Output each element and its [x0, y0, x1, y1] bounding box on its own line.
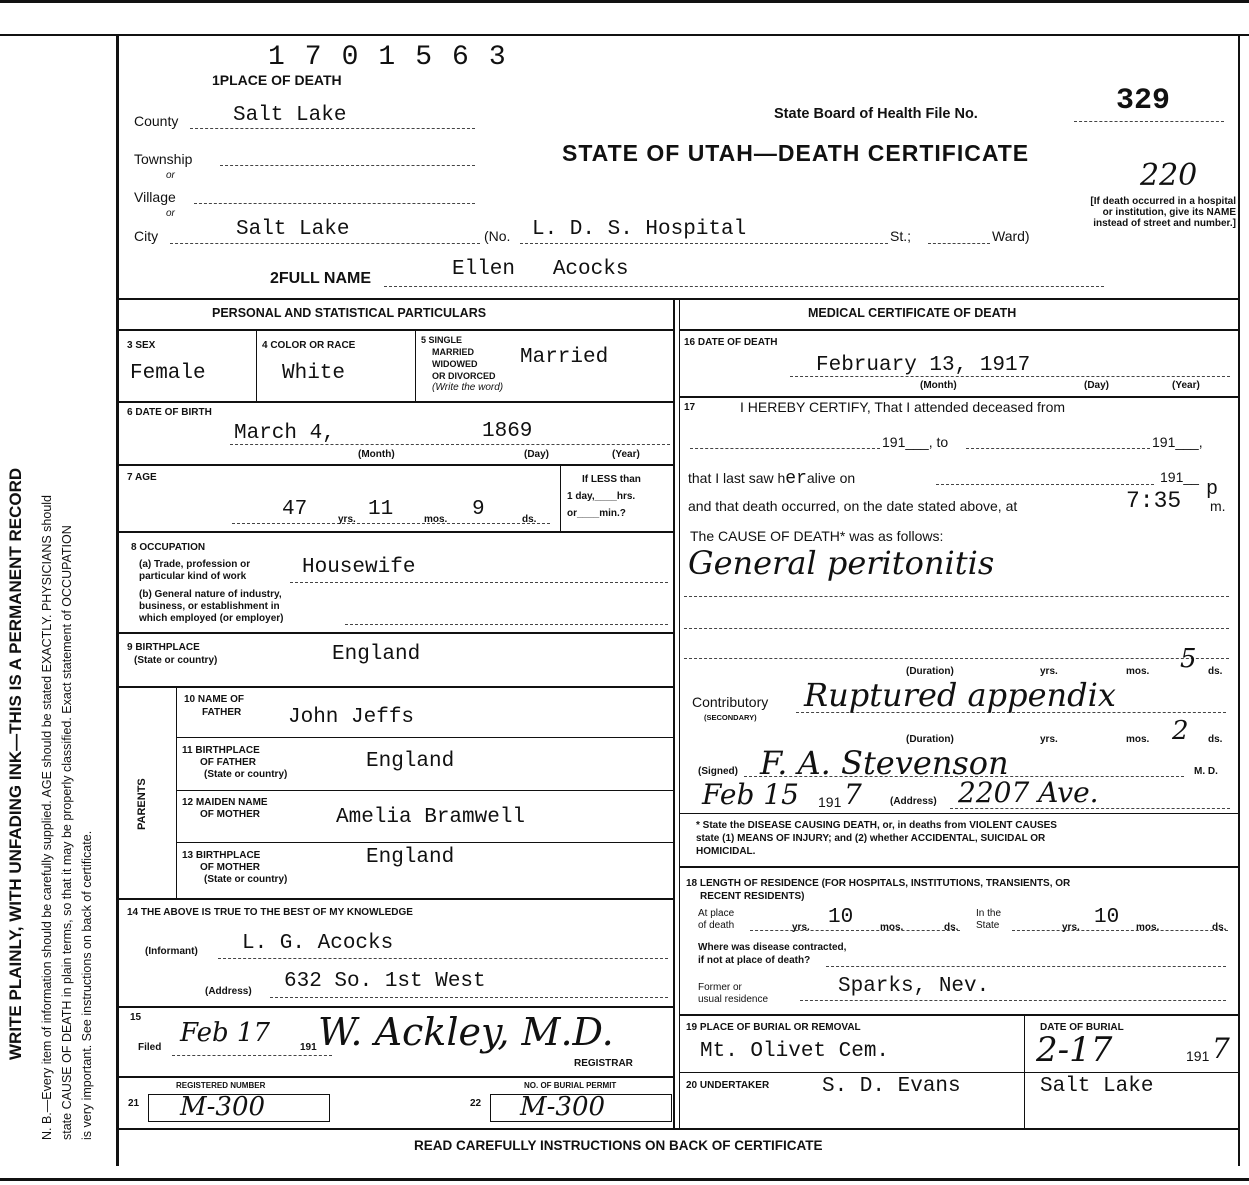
township-line: [220, 165, 475, 166]
marital-label-1: 5 SINGLE: [421, 335, 463, 345]
registered-number-label: REGISTERED NUMBER: [176, 1081, 266, 1090]
undertaker-city: Salt Lake: [1040, 1075, 1154, 1098]
from-caption: 191___, to: [882, 434, 949, 450]
father-bp-label-2: OF FATHER: [200, 757, 256, 768]
in-state-1: In the: [976, 908, 1002, 919]
footnote-2: state (1) MEANS OF INJURY; and (2) whether ACCIDENTAL, SUICIDAL OR: [696, 833, 1046, 844]
certify-number: 17: [684, 402, 696, 413]
city-label: City: [134, 228, 159, 244]
cause-value: General peritonitis: [688, 544, 995, 582]
former-value: Sparks, Nev.: [838, 975, 990, 998]
filed-year: 191: [300, 1042, 317, 1053]
date-of-death-value: February 13, 1917: [816, 354, 1031, 377]
certificate-title: STATE OF UTAH—DEATH CERTIFICATE: [562, 140, 1030, 166]
medical-rule-footnote: [680, 866, 1238, 868]
village-line: [194, 203, 475, 204]
city-line: [170, 243, 480, 244]
duration-value: 5: [1180, 644, 1197, 674]
medical-rule-heading: [680, 329, 1238, 331]
hospital-value: L. D. S. Hospital: [532, 218, 747, 241]
to-line: [966, 448, 1150, 449]
undertaker-label: 20 UNDERTAKER: [686, 1080, 770, 1091]
duration2-value: 2: [1172, 716, 1189, 746]
dob-year-caption: (Year): [612, 449, 640, 460]
marital-label-3: WIDOWED: [432, 359, 478, 369]
age-years: 47: [282, 498, 308, 521]
rule-after-sex: [118, 401, 673, 403]
signed-address-label: (Address): [890, 796, 937, 807]
signed-label: (Signed): [698, 766, 738, 777]
father-name-value: John Jeffs: [288, 706, 415, 729]
cause-line-2: [684, 628, 1229, 629]
date-day-caption: (Day): [1084, 380, 1110, 391]
in-state-ds: ds.: [1212, 922, 1227, 933]
in-state-line: [1012, 930, 1228, 931]
age-mos-caption: mos.: [424, 514, 448, 525]
registrar-signature: W. Ackley, M.D.: [318, 1010, 614, 1054]
registrar-label: REGISTRAR: [574, 1058, 633, 1069]
rule-after-birthplace: [118, 686, 673, 688]
signed-date: Feb 15: [702, 778, 799, 811]
father-name-label-1: 10 NAME OF: [184, 694, 245, 705]
rule-after-occupation: [118, 632, 673, 634]
knowledge-label: 14 THE ABOVE IS TRUE TO THE BEST OF MY KNOWLEDGE: [127, 907, 413, 918]
top-border-inner: [0, 34, 1249, 36]
mother-bp-label-3: (State or country): [204, 874, 288, 885]
parents-divider: [176, 688, 177, 900]
bottom-border: [0, 1178, 1249, 1181]
place-of-death-label: 1PLACE OF DEATH: [212, 72, 342, 88]
occupation-b-2: business, or establishment in: [139, 601, 280, 612]
duration2-mos: mos.: [1126, 734, 1150, 745]
section-bottom-rule: [118, 1128, 1238, 1130]
margin-note-2: state CAUSE OF DEATH in plain terms, so that it may be properly classified. Exact statement of OCCUPATION: [60, 525, 74, 1140]
margin-warning: WRITE PLAINLY, WITH UNFADING INK—THIS IS A PERMANENT RECORD: [6, 467, 25, 1060]
last-saw-part-2: alive on: [806, 470, 856, 486]
less-than-1: If LESS than: [582, 474, 641, 485]
date-year-caption: (Year): [1172, 380, 1200, 391]
medical-rule-signature: [680, 813, 1238, 814]
margin-note-1: N. B.—Every item of information should be carefully supplied. AGE should be stated EXACTLY. PHYSICIANS should: [40, 495, 54, 1140]
in-state-2: State: [976, 920, 1000, 931]
occupation-value: Housewife: [302, 556, 416, 579]
rule-after-age: [118, 531, 673, 533]
city-value: Salt Lake: [236, 218, 350, 241]
burial-year-value: 7: [1212, 1032, 1230, 1065]
at-place-2: of death: [698, 920, 735, 931]
last-saw-text: [688, 469, 855, 489]
burial-permit-22: 22: [470, 1098, 482, 1109]
at-place-line: [750, 930, 960, 931]
last-saw-line: [936, 484, 1154, 485]
color-divider: [415, 330, 416, 402]
handwritten-number: 220: [1140, 158, 1198, 193]
dob-month-caption: (Month): [358, 449, 395, 460]
less-than-3: or____min.?: [567, 508, 626, 519]
duration-yrs: yrs.: [1040, 666, 1058, 677]
duration-ds: ds.: [1208, 666, 1223, 677]
medical-heading: MEDICAL CERTIFICATE OF DEATH: [808, 306, 1017, 320]
footer-instructions: READ CAREFULLY INSTRUCTIONS ON BACK OF CERTIFICATE: [414, 1138, 823, 1153]
contributory-label: Contributory: [692, 694, 769, 710]
rule-after-filed: [118, 1076, 673, 1078]
duration-label: (Duration): [906, 666, 954, 677]
secondary-label: (SECONDARY): [704, 713, 757, 722]
birthplace-sub: (State or country): [134, 655, 218, 666]
margin-note-3: is very important. See instructions on back of certificate.: [80, 830, 94, 1140]
rule-after-address: [118, 1006, 673, 1008]
occurred-text: and that death occurred, on the date stated above, at: [688, 498, 1018, 514]
medical-rule-residence: [680, 1014, 1238, 1016]
county-line: [190, 128, 475, 129]
in-state-yrs: yrs.: [1062, 922, 1080, 933]
signed-address-value: 2207 Ave.: [958, 776, 1099, 809]
age-ds-caption: ds.: [522, 514, 537, 525]
section-top-rule: [118, 298, 1238, 300]
county-label: County: [134, 113, 179, 129]
birthplace-value: England: [332, 643, 421, 666]
informant-label: (Informant): [145, 946, 198, 957]
registered-number-21: 21: [128, 1098, 140, 1109]
date-month-caption: (Month): [920, 380, 957, 391]
ward-label: Ward): [992, 228, 1030, 244]
medical-rule-burial: [680, 1072, 1238, 1073]
contributory-value: Ruptured appendix: [804, 676, 1116, 714]
personal-heading: PERSONAL AND STATISTICAL PARTICULARS: [212, 306, 487, 320]
duration-mos: mos.: [1126, 666, 1150, 677]
street-line: [520, 243, 888, 244]
contracted-line: [826, 966, 1226, 967]
right-frame: [1238, 36, 1240, 1166]
cause-label: The CAUSE OF DEATH* was as follows:: [690, 528, 944, 544]
mother-bp-label-2: OF MOTHER: [200, 862, 260, 873]
less-than-2: 1 day,____hrs.: [567, 491, 636, 502]
duration2-ds: ds.: [1208, 734, 1223, 745]
contracted-2: if not at place of death?: [698, 955, 811, 966]
medical-rule-date: [680, 396, 1238, 398]
filed-value: Feb 17: [180, 1018, 270, 1048]
age-line: [232, 523, 550, 524]
signed-value: F. A. Stevenson: [760, 744, 1009, 782]
address-label: (Address): [205, 986, 252, 997]
marital-value: Married: [520, 346, 609, 369]
mother-bp-value: England: [366, 846, 455, 869]
marital-label-5: (Write the word): [432, 382, 504, 393]
last-saw-year: 191__: [1160, 469, 1199, 485]
time-pm: p: [1206, 478, 1219, 501]
left-frame: [116, 36, 119, 1166]
dob-month-value: March 4,: [234, 422, 335, 445]
signed-year-value: 7: [844, 778, 862, 811]
mother-name-label-2: OF MOTHER: [200, 809, 260, 820]
st-label: St.;: [890, 228, 912, 244]
age-yrs-caption: yrs.: [338, 514, 356, 525]
filed-number: 15: [130, 1012, 142, 1023]
or-label-2: or: [166, 208, 175, 219]
occupation-label: 8 OCCUPATION: [131, 542, 206, 553]
date-of-death-label: 16 DATE OF DEATH: [684, 337, 778, 348]
res-state-mos: 10: [1094, 906, 1120, 929]
last-saw-part-1: that I last saw h: [688, 470, 786, 486]
burial-date-label: DATE OF BURIAL: [1040, 1022, 1124, 1033]
rule-after-father-bp: [177, 790, 673, 791]
burial-permit-value: M-300: [520, 1092, 606, 1122]
sex-divider: [256, 330, 257, 402]
burial-year: 191: [1186, 1048, 1210, 1064]
rule-after-mother-name: [177, 842, 673, 843]
cause-line-3: [684, 658, 1229, 659]
mother-bp-label-1: 13 BIRTHPLACE: [182, 850, 261, 861]
rule-after-heading: [118, 329, 673, 331]
parents-label: PARENTS: [136, 778, 148, 830]
burial-place-value: Mt. Olivet Cem.: [700, 1040, 890, 1063]
at-place-1: At place: [698, 908, 735, 919]
former-1: Former or: [698, 982, 742, 993]
certify-text: I HEREBY CERTIFY, That I attended deceased from: [740, 399, 1066, 415]
age-months: 11: [368, 498, 394, 521]
undertaker-value: S. D. Evans: [822, 1075, 961, 1098]
ward-line: [928, 243, 990, 244]
county-value: Salt Lake: [233, 104, 347, 127]
township-label: Township: [134, 151, 193, 167]
or-label-1: or: [166, 170, 175, 181]
last-saw-her: er: [785, 469, 807, 489]
rule-after-father-name: [177, 737, 673, 738]
residence-label-1: 18 LENGTH OF RESIDENCE (FOR HOSPITALS, INSTITUTIONS, TRANSIENTS, OR: [686, 878, 1071, 889]
color-label: 4 COLOR OR RACE: [262, 340, 356, 351]
informant-value: L. G. Acocks: [242, 932, 394, 955]
occupation-line: [290, 582, 668, 583]
burial-permit-label: NO. OF BURIAL PERMIT: [524, 1081, 617, 1090]
father-bp-label-1: 11 BIRTHPLACE: [182, 745, 260, 756]
occupation-a-1: (a) Trade, profession or: [139, 559, 251, 570]
filed-line: [172, 1055, 332, 1056]
certificate-number: 1701563: [268, 42, 526, 73]
file-no-value: 329: [1116, 84, 1171, 118]
father-bp-label-3: (State or country): [204, 769, 288, 780]
informant-line: [218, 958, 668, 959]
sex-value: Female: [130, 362, 206, 385]
father-bp-value: England: [366, 750, 455, 773]
mother-name-value: Amelia Bramwell: [336, 806, 526, 829]
time-value: 7:35: [1126, 488, 1182, 514]
at-place-ds: ds.: [944, 922, 959, 933]
former-line: [800, 1000, 1226, 1001]
contracted-1: Where was disease contracted,: [698, 942, 847, 953]
rule-after-parents: [118, 898, 673, 900]
address-line: [270, 997, 668, 998]
file-no-line: [1074, 121, 1224, 122]
cause-line-1: [684, 596, 1229, 597]
footnote-1: * State the DISEASE CAUSING DEATH, or, in deaths from VIOLENT CAUSES: [696, 820, 1057, 831]
at-place-yrs: yrs.: [792, 922, 810, 933]
md-label: M. D.: [1194, 766, 1218, 777]
occupation-a-2: particular kind of work: [139, 571, 247, 582]
birthplace-label: 9 BIRTHPLACE: [127, 642, 200, 653]
duration2-label: (Duration): [906, 734, 954, 745]
village-label: Village: [134, 189, 176, 205]
occupation-b-3: which employed (or employer): [139, 613, 284, 624]
center-divider: [673, 298, 675, 1130]
rule-after-dob: [118, 464, 673, 466]
marital-label-2: MARRIED: [432, 347, 474, 357]
at-place-mos: mos.: [880, 922, 904, 933]
filed-label: Filed: [138, 1042, 162, 1053]
signed-year: 191: [818, 794, 842, 810]
father-name-label-2: FATHER: [202, 707, 242, 718]
in-state-mos: mos.: [1136, 922, 1160, 933]
res-place-mos: 10: [828, 906, 854, 929]
hospital-note: [If death occurred in a hospital or institution, give its NAME instead of street and number.]: [1090, 196, 1236, 229]
center-divider-2: [679, 298, 680, 1130]
former-2: usual residence: [698, 994, 769, 1005]
full-name-value: Ellen Acocks: [452, 258, 629, 281]
full-name-line: [384, 286, 1104, 287]
burial-place-label: 19 PLACE OF BURIAL OR REMOVAL: [686, 1022, 861, 1033]
from-line: [690, 448, 880, 449]
dob-year-value: 1869: [482, 420, 533, 443]
marital-label-4: OR DIVORCED: [432, 371, 496, 381]
to-caption: 191___,: [1152, 434, 1203, 450]
street-no-label: (No.: [484, 228, 511, 244]
dob-day-caption: (Day): [524, 449, 550, 460]
dob-label: 6 DATE OF BIRTH: [127, 407, 212, 418]
age-days: 9: [472, 498, 485, 521]
color-value: White: [282, 362, 346, 385]
duration2-yrs: yrs.: [1040, 734, 1058, 745]
occupation-b-line: [345, 624, 668, 625]
full-name-label: 2FULL NAME: [270, 270, 372, 287]
occupation-b-1: (b) General nature of industry,: [139, 589, 282, 600]
time-m: m.: [1210, 498, 1226, 514]
mother-name-label-1: 12 MAIDEN NAME: [182, 797, 268, 808]
age-divider: [560, 465, 561, 531]
footnote-3: HOMICIDAL.: [696, 846, 756, 857]
age-label: 7 AGE: [127, 472, 157, 483]
registered-number-value: M-300: [180, 1092, 266, 1122]
file-no-label: State Board of Health File No.: [774, 106, 978, 122]
sex-label: 3 SEX: [127, 340, 156, 351]
burial-date-value: 2-17: [1036, 1030, 1113, 1070]
top-border: [0, 0, 1249, 3]
address-value: 632 So. 1st West: [284, 970, 486, 993]
residence-label-2: RECENT RESIDENTS): [700, 891, 805, 902]
